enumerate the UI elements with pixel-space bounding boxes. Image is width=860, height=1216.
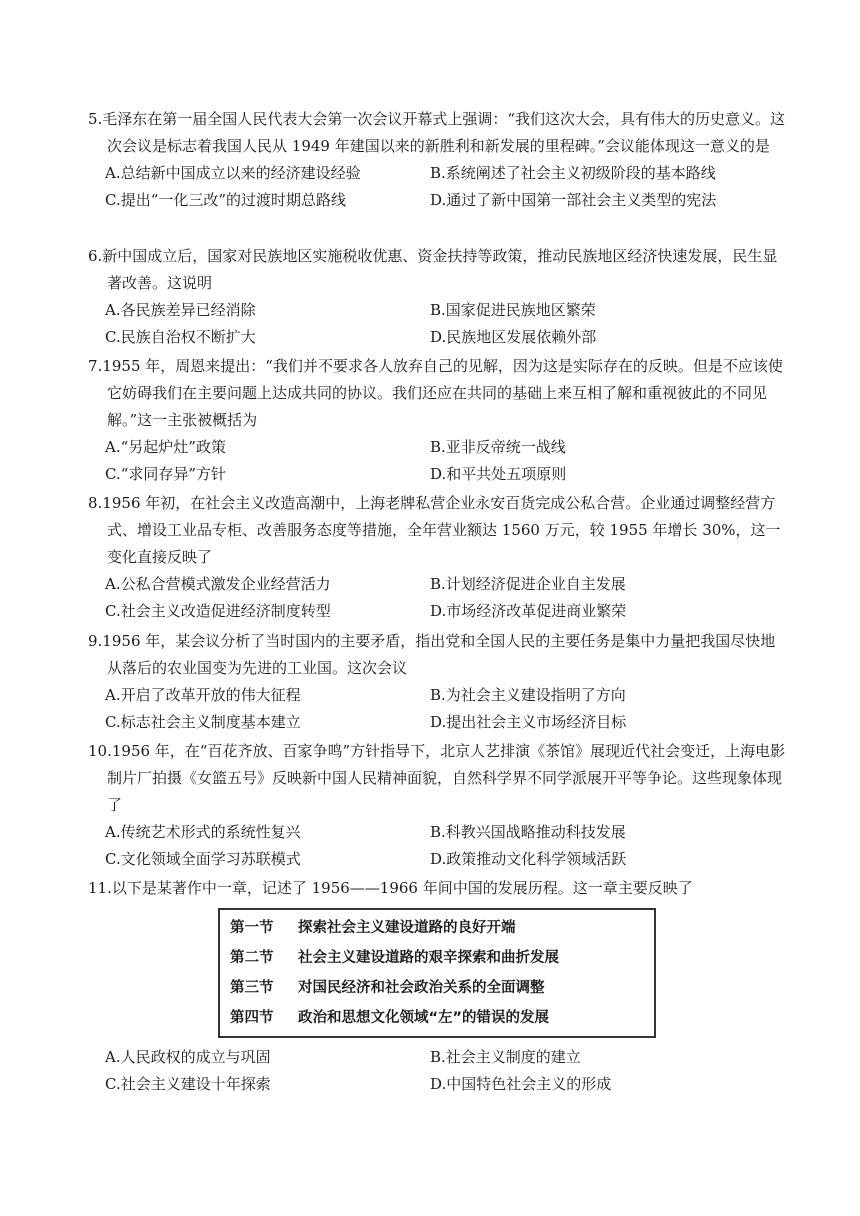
question-stem: 5.毛泽东在第一届全国人民代表大会第一次会议开幕式上强调：“我们这次大会，具有伟大的历史意义。这次会议是标志着我国人民从 1949 年建国以来的新胜利和新发展的里程碑。”会议能体现这一意义的是 <box>88 110 785 155</box>
option-c[interactable]: C.社会主义建设十年探索 <box>105 1075 271 1093</box>
outline-row <box>230 913 644 943</box>
option-d[interactable]: D.民族地区发展依赖外部 <box>430 328 597 346</box>
outline-row <box>230 973 644 1003</box>
option-list <box>88 160 788 214</box>
option-d[interactable]: D.中国特色社会主义的形成 <box>430 1075 612 1093</box>
option-a[interactable]: A.传统艺术形式的系统性复兴 <box>105 823 301 841</box>
section-number: 第四节 <box>230 1010 274 1026</box>
option-a[interactable]: A.人民政权的成立与巩固 <box>105 1048 271 1066</box>
option-c[interactable]: C.民族自治权不断扩大 <box>105 328 256 346</box>
option-list <box>88 297 788 351</box>
question-6 <box>88 243 788 351</box>
question-11 <box>88 875 788 1098</box>
option-list <box>88 682 788 736</box>
section-title: 对国民经济和社会政治关系的全面调整 <box>298 980 545 996</box>
section-title: 政治和思想文化领域“左”的错误的发展 <box>298 1010 550 1026</box>
section-number: 第一节 <box>230 920 274 936</box>
section-number: 第二节 <box>230 950 274 966</box>
option-c[interactable]: C.社会主义改造促进经济制度转型 <box>105 602 331 620</box>
question-stem: 9.1956 年，某会议分析了当时国内的主要矛盾，指出党和全国人民的主要任务是集中力量把我国尽快地从落后的农业国变为先进的工业国。这次会议 <box>88 632 776 677</box>
option-c[interactable]: C.提出“一化三改”的过渡时期总路线 <box>105 191 347 209</box>
option-b[interactable]: B.社会主义制度的建立 <box>430 1048 581 1066</box>
option-b[interactable]: B.科教兴国战略推动科技发展 <box>430 823 626 841</box>
option-d[interactable]: D.市场经济改革促进商业繁荣 <box>430 602 627 620</box>
question-stem: 6.新中国成立后，国家对民族地区实施税收优惠、资金扶持等政策，推动民族地区经济快速发展，民生显著改善。这说明 <box>88 247 778 292</box>
option-a[interactable]: A.开启了改革开放的伟大征程 <box>105 686 301 704</box>
option-list <box>88 434 788 488</box>
option-b[interactable]: B.亚非反帝统一战线 <box>430 438 566 456</box>
section-number: 第三节 <box>230 980 274 996</box>
question-9 <box>88 628 788 736</box>
option-list <box>88 571 788 625</box>
option-d[interactable]: D.政策推动文化科学领域活跃 <box>430 850 627 868</box>
question-7 <box>88 353 788 488</box>
option-d[interactable]: D.和平共处五项原则 <box>430 465 567 483</box>
option-c[interactable]: C.文化领域全面学习苏联模式 <box>105 850 301 868</box>
chapter-outline-box <box>218 908 656 1038</box>
option-b[interactable]: B.计划经济促进企业自主发展 <box>430 575 626 593</box>
question-10 <box>88 738 788 873</box>
outline-row <box>230 1003 644 1033</box>
question-5 <box>88 106 788 214</box>
outline-row <box>230 943 644 973</box>
option-d[interactable]: D.通过了新中国第一部社会主义类型的宪法 <box>430 191 717 209</box>
question-stem: 8.1956 年初，在社会主义改造高潮中，上海老牌私营企业永安百货完成公私合营。企业通过调整经营方式、增设工业品专柜、改善服务态度等措施，全年营业额达 1560 万元，较 1955 年增长 30%，这一变化直接反映了 <box>88 494 781 566</box>
option-b[interactable]: B.为社会主义建设指明了方向 <box>430 686 626 704</box>
option-d[interactable]: D.提出社会主义市场经济目标 <box>430 713 627 731</box>
question-stem: 10.1956 年，在“百花齐放、百家争鸣”方针指导下，北京人艺排演《茶馆》展现近代社会变迁，上海电影制片厂拍摄《女篮五号》反映新中国人民精神面貌，自然科学界不同学派展开平等争论。这些现象体现了 <box>88 742 786 814</box>
option-a[interactable]: A.各民族差异已经消除 <box>105 301 256 319</box>
option-b[interactable]: B.国家促进民族地区繁荣 <box>430 301 596 319</box>
option-list <box>88 819 788 873</box>
option-list <box>88 1044 788 1098</box>
question-stem: 11.以下是某著作中一章，记述了 1956——1966 年间中国的发展历程。这一章主要反映了 <box>88 879 693 897</box>
option-b[interactable]: B.系统阐述了社会主义初级阶段的基本路线 <box>430 164 716 182</box>
question-stem: 7.1955 年，周恩来提出：“我们并不要求各人放弃自己的见解，因为这是实际存在的反映。但是不应该使它妨碍我们在主要问题上达成共同的协议。我们还应在共同的基础上来互相了解和重视彼此的不同见解。”这一主张被概括为 <box>88 357 783 429</box>
option-c[interactable]: C.标志社会主义制度基本建立 <box>105 713 301 731</box>
option-a[interactable]: A.“另起炉灶”政策 <box>105 438 226 456</box>
section-title: 探索社会主义建设道路的良好开端 <box>298 920 516 936</box>
option-a[interactable]: A.公私合营模式激发企业经营活力 <box>105 575 331 593</box>
option-a[interactable]: A.总结新中国成立以来的经济建设经验 <box>105 164 361 182</box>
section-title: 社会主义建设道路的艰辛探索和曲折发展 <box>298 950 559 966</box>
option-c[interactable]: C.“求同存异”方针 <box>105 465 227 483</box>
question-8 <box>88 490 788 625</box>
